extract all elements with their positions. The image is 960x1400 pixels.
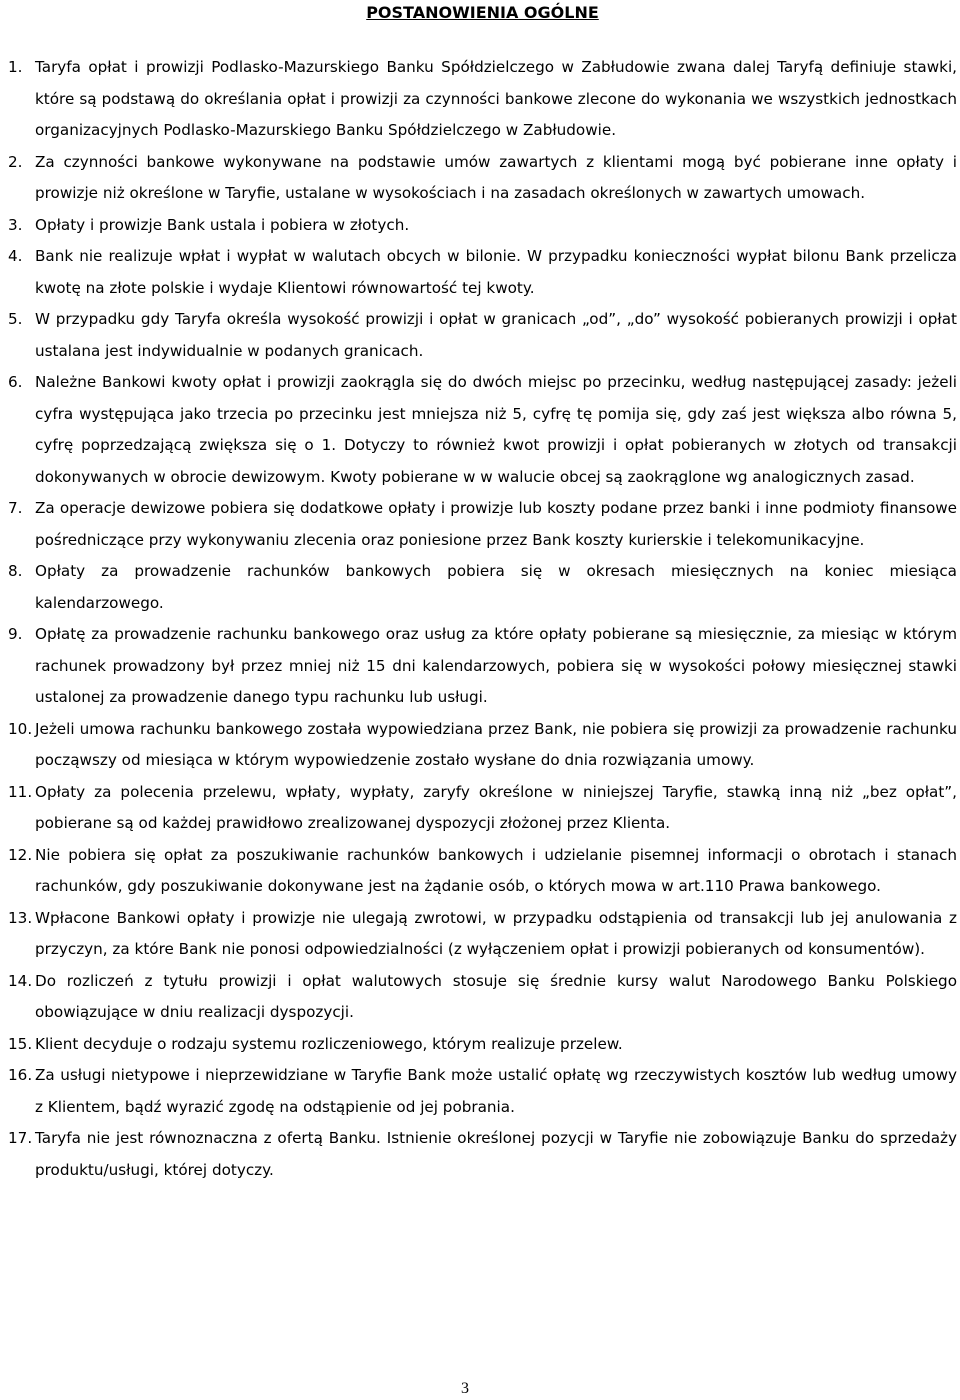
- list-item-number: 5.: [8, 310, 23, 328]
- list-item: [8, 147, 957, 210]
- list-item-text: Taryfa nie jest równoznaczna z ofertą Banku. Istnienie określonej pozycji w Taryfie nie zobowiązuje Banku do sprzedaży produktu/usługi, której dotyczy.: [35, 1129, 957, 1179]
- list-item: [8, 903, 957, 966]
- list-item-text: Wpłacone Bankowi opłaty i prowizje nie ulegają zwrotowi, w przypadku odstąpienia od transakcji lub jej anulowania z przyczyn, za które Bank nie ponosi odpowiedzialności (z wyłączeniem opłat i prowizji pobieranych od konsumentów).: [35, 908, 957, 958]
- list-item: [8, 966, 957, 1029]
- list-item-number: 13.: [8, 908, 33, 927]
- list-item-text: Opłaty za polecenia przelewu, wpłaty, wypłaty, zaryfy określone w niniejszej Taryfie, stawką inną niż „bez opłat”, pobierane są od każdej prawidłowo zrealizowanej dyspozycji złożonej przez Klienta.: [35, 782, 957, 832]
- provisions-list: [8, 52, 957, 1186]
- list-item: [8, 210, 957, 242]
- list-item: [8, 1123, 957, 1186]
- list-item-number: 3.: [8, 215, 23, 234]
- list-item-number: 15.: [8, 1034, 33, 1053]
- list-item: [8, 241, 957, 304]
- list-item-text: Do rozliczeń z tytułu prowizji i opłat walutowych stosuje się średnie kursy walut Narodowego Banku Polskiego obowiązujące w dniu realizacji dyspozycji.: [35, 971, 957, 1021]
- list-item-number: 16.: [8, 1066, 33, 1084]
- list-item-number: 4.: [8, 247, 23, 265]
- list-item-number: 6.: [8, 373, 23, 391]
- list-item-number: 12.: [8, 845, 33, 864]
- list-item: [8, 493, 957, 556]
- list-item-text: Taryfa opłat i prowizji Podlasko-Mazurskiego Banku Spółdzielczego w Zabłudowie zwana dalej Taryfą definiuje stawki, które są podstawą do określania opłat i prowizji za czynności bankowe zlecone do wykonania we wszystkich jednostkach organizacyjnych Podlasko-Mazurskiego Banku Spółdzielczego w Zabłudowie.: [35, 58, 957, 139]
- page-title: POSTANOWIENIA OGÓLNE: [366, 3, 599, 22]
- list-item-number: 14.: [8, 971, 33, 990]
- list-item: [8, 367, 957, 493]
- list-item: [8, 1029, 957, 1061]
- list-item: [8, 840, 957, 903]
- list-item-number: 8.: [8, 562, 23, 580]
- list-item-number: 17.: [8, 1129, 33, 1147]
- list-item-text: Opłaty i prowizje Bank ustala i pobiera w złotych.: [35, 215, 410, 234]
- list-item: [8, 52, 957, 147]
- list-item-text: Opłaty za prowadzenie rachunków bankowych pobiera się w okresach miesięcznych na koniec miesiąca kalendarzowego.: [35, 562, 957, 612]
- list-item-text: Nie pobiera się opłat za poszukiwanie rachunków bankowych i udzielanie pisemnej informacji o obrotach i stanach rachunków, gdy poszukiwanie dokonywane jest na żądanie osób, o których mowa w art.110 Prawa bankowego.: [35, 845, 957, 895]
- page-number: 3: [461, 1380, 469, 1397]
- list-item-text: Klient decyduje o rodzaju systemu rozliczeniowego, którym realizuje przelew.: [35, 1034, 623, 1053]
- list-item-number: 1.: [8, 58, 23, 76]
- list-item: [8, 777, 957, 840]
- list-item: [8, 556, 957, 619]
- list-item: [8, 714, 957, 777]
- list-item-number: 10.: [8, 719, 33, 738]
- list-item-text: Należne Bankowi kwoty opłat i prowizji zaokrągla się do dwóch miejsc po przecinku, według następującej zasady: jeżeli cyfra występująca jako trzecia po przecinku jest mniejsza niż 5, cyfrę tę pomija się, gdy zaś jest większa albo równa 5, cyfrę poprzedzającą zwiększa się o 1. Dotyczy to również kwot prowizji i opłat pobieranych w złotych od transakcji dokonywanych w obrocie dewizowym. Kwoty pobierane w w walucie obcej są zaokrąglone wg analogicznych zasad.: [35, 373, 957, 486]
- list-item-text: Za operacje dewizowe pobiera się dodatkowe opłaty i prowizje lub koszty podane przez banki i inne podmioty finansowe pośredniczące przy wykonywaniu zlecenia oraz poniesione przez Bank koszty kurierskie i telekomunikacyjne.: [35, 499, 957, 549]
- list-item: [8, 619, 957, 714]
- list-item-text: W przypadku gdy Taryfa określa wysokość prowizji i opłat w granicach „od”, „do” wysokość pobieranych prowizji i opłat ustalana jest indywidualnie w podanych granicach.: [35, 310, 957, 360]
- list-item-number: 11.: [8, 782, 33, 801]
- list-item-number: 7.: [8, 499, 23, 517]
- list-item-text: Opłatę za prowadzenie rachunku bankowego oraz usług za które opłaty pobierane są miesięcznie, za miesiąc w którym rachunek prowadzony był przez mniej niż 15 dni kalendarzowych, pobiera się w wysokości połowy miesięcznej stawki ustalonej za prowadzenie danego typu rachunku lub usługi.: [35, 625, 957, 706]
- list-item-text: Bank nie realizuje wpłat i wypłat w walutach obcych w bilonie. W przypadku konieczności wypłat bilonu Bank przelicza kwotę na złote polskie i wydaje Klientowi równowartość tej kwoty.: [35, 247, 957, 297]
- list-item-number: 9.: [8, 625, 23, 643]
- list-item: [8, 304, 957, 367]
- list-item-text: Za usługi nietypowe i nieprzewidziane w Taryfie Bank może ustalić opłatę wg rzeczywistych kosztów lub według umowy z Klientem, bądź wyrazić zgodę na odstąpienie od jej pobrania.: [35, 1066, 957, 1116]
- list-item-number: 2.: [8, 152, 23, 171]
- list-item: [8, 1060, 957, 1123]
- list-item-text: Jeżeli umowa rachunku bankowego została wypowiedziana przez Bank, nie pobiera się prowizji za prowadzenie rachunku począwszy od miesiąca w którym wypowiedzenie zostało wysłane do dnia rozwiązania umowy.: [35, 719, 957, 769]
- list-item-text: Za czynności bankowe wykonywane na podstawie umów zawartych z klientami mogą być pobierane inne opłaty i prowizje niż określone w Taryfie, ustalane w wysokościach i na zasadach określonych w zawartych umowach.: [35, 152, 957, 202]
